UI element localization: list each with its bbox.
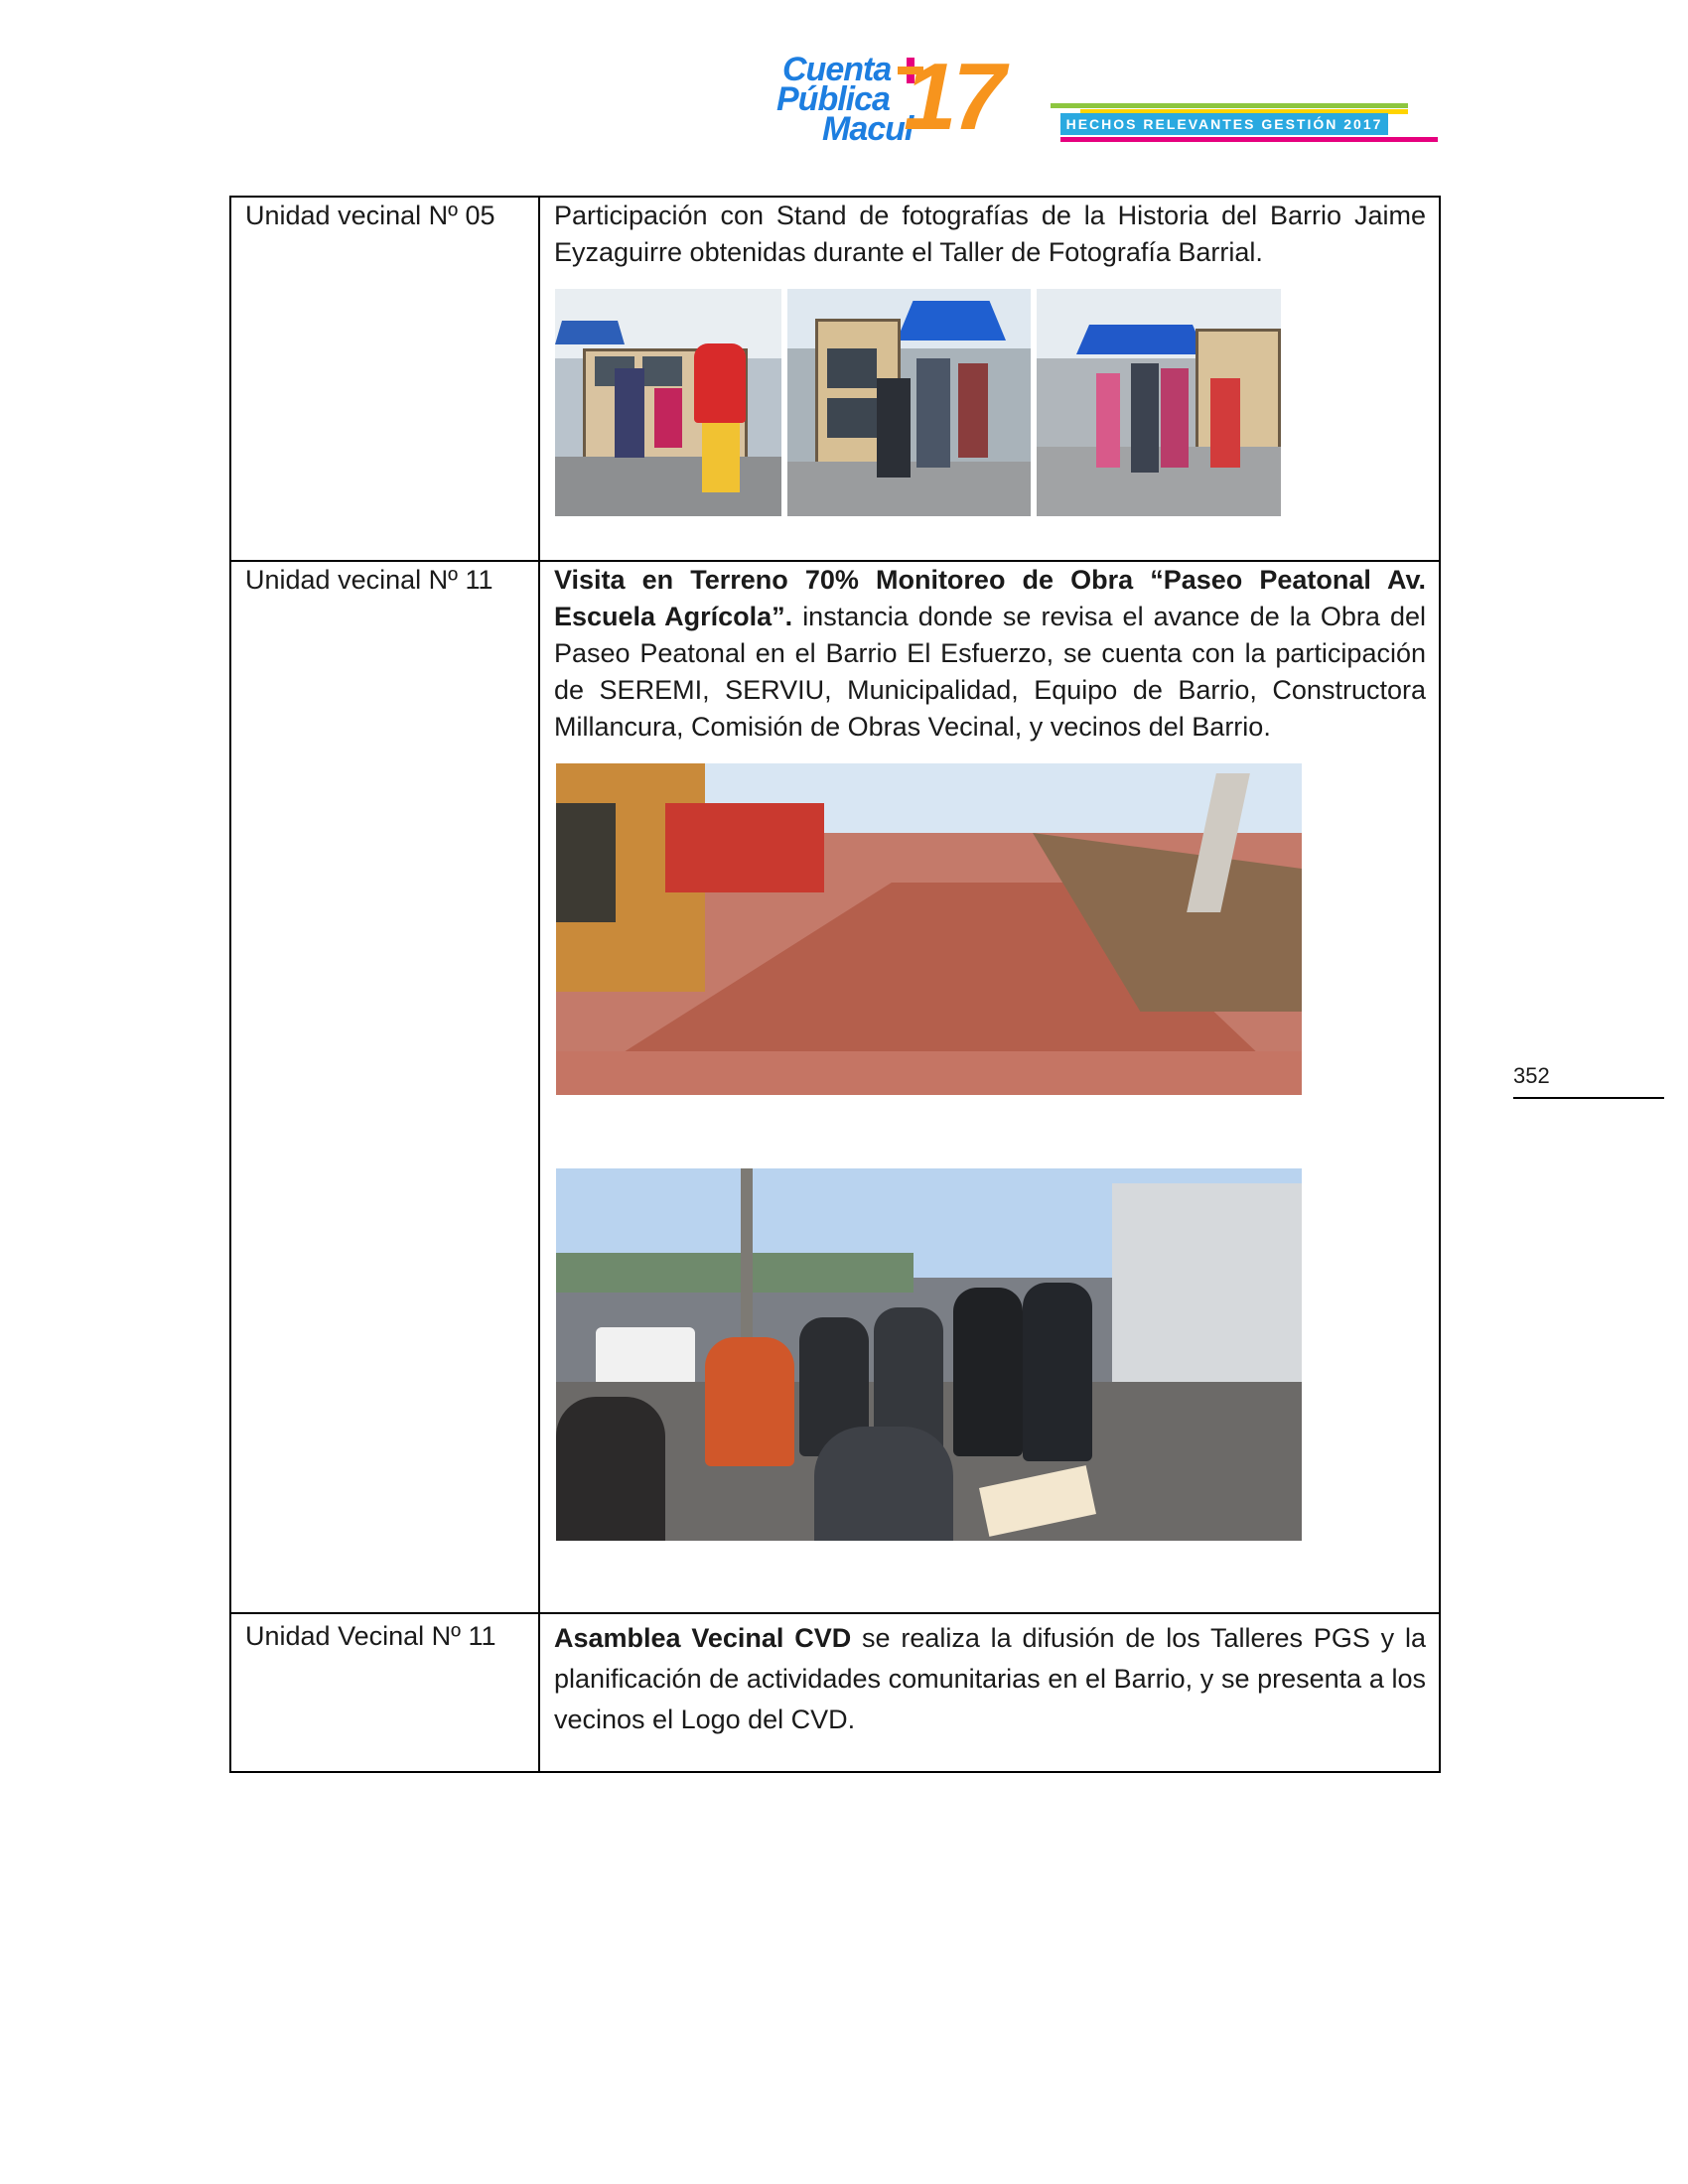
photo-stand-2 <box>787 289 1031 516</box>
unit-cell <box>230 561 539 1613</box>
row-description <box>554 562 1426 746</box>
description-cell <box>539 197 1440 561</box>
row-description: Participación con Stand de fotografías de la Historia del Barrio Jaime Eyzaguirre obtenidas durante el Taller de Fotografía Barrial. <box>554 201 1426 267</box>
page-number: 352 <box>1513 1063 1664 1099</box>
description-cell <box>539 561 1440 1613</box>
row-text: se realiza la difusión de los Talleres PGS y la planificación de actividades comunitarias en el Barrio, y se presenta a los vecinos el Logo del CVD. <box>554 1623 1426 1734</box>
row-title: Asamblea Vecinal CVD <box>554 1623 852 1653</box>
unit-label: Unidad vecinal Nº 11 <box>245 565 493 595</box>
photo-stand-3 <box>1037 289 1281 516</box>
unit-label: Unidad vecinal Nº 05 <box>245 201 495 230</box>
row-text: instancia donde se revisa el avance de la Obra del Paseo Peatonal en el Barrio El Esfuerzo, se cuenta con la participación de SEREMI, SERVIU, Municipalidad, Equipo de Barrio, Constructora Millancura, Comisión de Obras Vecinal, y vecinos del Barrio. <box>554 602 1426 742</box>
logo-word-cuenta: Cuenta <box>782 51 892 88</box>
description-cell <box>539 1613 1440 1772</box>
logo-number: 17 <box>904 44 1002 150</box>
activities-table <box>229 196 1441 1773</box>
table-row <box>230 197 1440 561</box>
photo-stand-1 <box>555 289 781 516</box>
header-logo <box>773 44 1438 150</box>
table-row <box>230 561 1440 1613</box>
photo-strip <box>555 289 1426 516</box>
logo-word-macul: Macul <box>822 110 914 148</box>
row-title: Visita en Terreno 70% Monitoreo de Obra “Paseo Peatonal Av. Escuela Agrícola”. <box>554 565 1426 631</box>
unit-cell <box>230 1613 539 1772</box>
photo-paseo-visit <box>556 1168 1302 1541</box>
row-description <box>554 1618 1426 1740</box>
unit-cell <box>230 197 539 561</box>
logo-tagline: HECHOS RELEVANTES GESTIÓN 2017 <box>1060 113 1388 135</box>
table-row <box>230 1613 1440 1772</box>
logo-word-publica: Pública <box>776 80 890 118</box>
unit-label: Unidad Vecinal Nº 11 <box>245 1621 496 1651</box>
photo-paseo-sidewalk <box>556 763 1302 1095</box>
